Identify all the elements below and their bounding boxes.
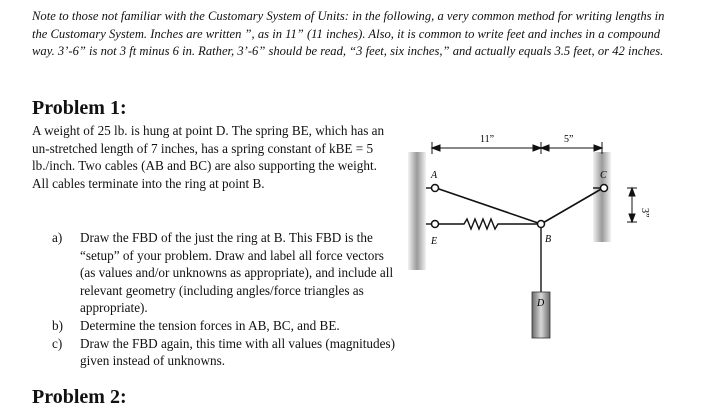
task-list — [52, 229, 397, 370]
problem-1-statement: A weight of 25 lb. is hung at point D. The spring BE, which has an un-stretched length of 7 inches, has a spring constant of kBE = 5 lb./inch. Two cables (AB and BC) are also supporting the weight. All cables terminate into the ring at point B. — [32, 123, 385, 191]
dimension-label-left: 11” — [480, 134, 495, 145]
units-note: Note to those not familiar with the Customary System of Units: in the following, a very common method for writing lengths in the Customary System. Inches are written ”, as in 11” (11 inches). Also, it is common to write feet and inches in a compound way. 3’-6” is not 3 ft minus 6 in. Rather, 3’-6” should be read, “3 feet, six inches,” and actually equals 3.5 feet, or 42 inches. — [32, 9, 665, 58]
problem-2-title: Problem 2: — [32, 386, 127, 408]
problem-1-title: Problem 1: — [32, 97, 127, 119]
spring-cable-figure — [400, 120, 720, 350]
spring-be — [436, 219, 541, 229]
cable-ab — [436, 188, 541, 224]
label-c: C — [600, 170, 607, 181]
task-letter: b) — [52, 317, 63, 333]
task-item — [52, 317, 397, 335]
task-item — [52, 335, 397, 370]
label-d: D — [537, 298, 545, 309]
label-e: E — [431, 236, 438, 247]
ring-c — [601, 185, 608, 192]
ring-b — [538, 221, 545, 228]
label-b: B — [545, 234, 552, 245]
task-item — [52, 229, 397, 317]
task-text: Determine the tension forces in AB, BC, and BE. — [80, 317, 340, 333]
task-text: Draw the FBD again, this time with all values (magnitudes) given instead of unknowns. — [80, 335, 395, 369]
dimension-label-right: 5” — [564, 134, 574, 145]
task-text: Draw the FBD of the just the ring at B. This FBD is the “setup” of your problem. Draw and label all force vectors (as values and/or unknowns as appropriate), and include all relevant geometry (including angles/force triangles as appropriate). — [80, 230, 394, 316]
right-wall — [593, 152, 611, 242]
ring-e — [432, 221, 439, 228]
task-letter: a) — [52, 230, 63, 245]
label-a: A — [431, 170, 438, 181]
ring-a — [432, 185, 439, 192]
dimension-label-vertical: 3” — [639, 208, 650, 218]
left-wall — [408, 152, 426, 270]
task-letter: c) — [52, 335, 63, 351]
vertical-dimension — [627, 188, 637, 222]
horizontal-dimension — [432, 142, 602, 154]
